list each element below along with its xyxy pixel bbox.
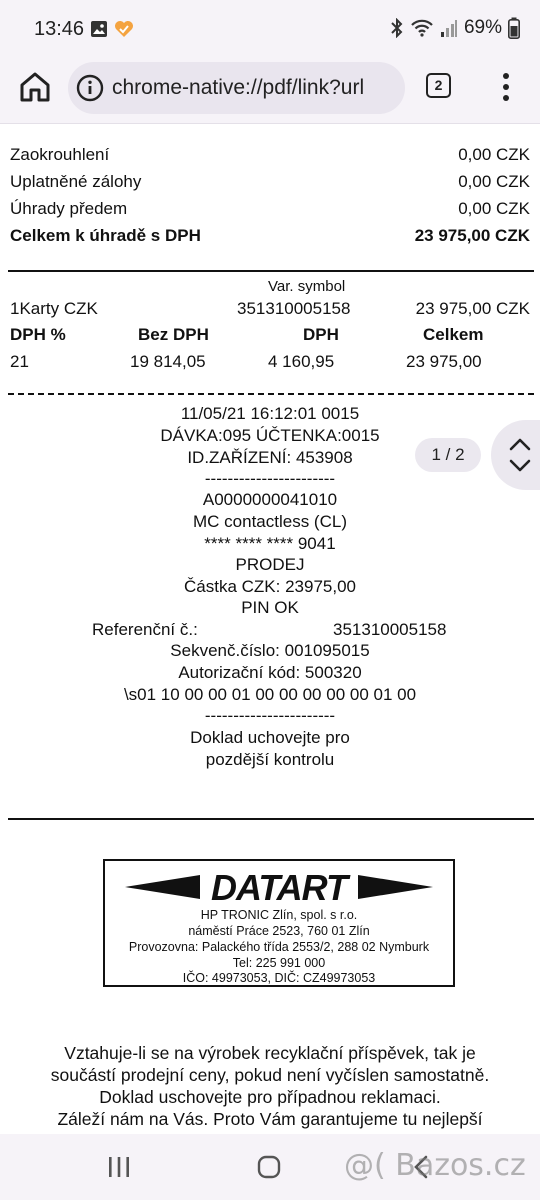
tab-switcher-button[interactable]: 2 (426, 73, 451, 98)
divider (8, 818, 534, 820)
terminal-amount: Částka CZK: 23975,00 (184, 577, 356, 596)
keep-note-2: pozdější kontrolu (205, 750, 335, 769)
bluetooth-icon (390, 18, 404, 38)
vat-header-percent: DPH % (10, 325, 66, 344)
status-right (390, 17, 520, 39)
terminal-card-type: MC contactless (CL) (193, 512, 347, 531)
footer-line: Vztahuje-li se na výrobek recyklační příspěvek, tak je (64, 1043, 476, 1063)
keep-note-1: Doklad uchovejte pro (190, 728, 350, 747)
terminal-aid: A0000000041010 (202, 490, 338, 509)
logo-ids: IČO: 49973053, DIČ: CZ49973053 (182, 971, 376, 985)
total-label: Úhrady předem (10, 199, 128, 218)
footer-line: součástí prodejní ceny, pokud není vyčíslen samostatně. (50, 1065, 490, 1085)
separator: ----------------------- (204, 706, 336, 725)
home-icon[interactable] (18, 70, 52, 104)
heart-app-icon (114, 20, 134, 38)
terminal-sequence: Sekvenč.číslo: 001095015 (170, 641, 370, 660)
grand-total-label: Celkem k úhradě s DPH (10, 226, 201, 245)
signal-icon (440, 18, 458, 38)
datart-logo (105, 863, 453, 909)
footer-line: Záleží nám na Vás. Proto Vám garantujeme tu nejlepší (57, 1109, 483, 1129)
total-value: 0,00 CZK (458, 172, 530, 191)
terminal-pin: PIN OK (241, 598, 299, 617)
logo-brand: DATART (211, 867, 347, 908)
vat-percent: 21 (10, 352, 29, 371)
terminal-card-number: **** **** **** 9041 (204, 534, 336, 553)
terminal-raw: \s01 10 00 00 01 00 00 00 00 00 01 00 (123, 685, 417, 704)
dashed-divider (8, 393, 534, 395)
battery-percent: 69% (463, 17, 502, 38)
payment-amount: 23 975,00 CZK (415, 299, 530, 318)
logo-company: HP TRONIC Zlín, spol. s r.o. (200, 908, 358, 922)
reference-label: Referenční č.: (92, 620, 198, 639)
var-symbol: 351310005158 (237, 299, 351, 318)
var-symbol-label: Var. symbol (268, 278, 346, 295)
datart-logo-box (103, 859, 455, 987)
overflow-menu-icon[interactable] (496, 70, 516, 104)
total-row (10, 171, 530, 193)
separator: ----------------------- (204, 469, 336, 488)
total-label: Zaokrouhlení (10, 145, 110, 164)
vat-header-total: Celkem (423, 325, 484, 344)
logo-branch: Provozovna: Palackého třída 2553/2, 288 02 Nymburk (128, 940, 430, 954)
vat-total: 23 975,00 (406, 352, 482, 371)
footer-line: Doklad uschovejte pro případnou reklamaci. (99, 1087, 441, 1107)
home-nav-icon[interactable] (256, 1154, 282, 1180)
page-indicator: 1 / 2 (415, 438, 481, 472)
status-bar (0, 0, 540, 60)
vat-base: 19 814,05 (130, 352, 206, 371)
terminal-auth-code: Autorizační kód: 500320 (178, 663, 362, 682)
vat-header-vat: DPH (303, 325, 339, 344)
notification-icons (90, 20, 134, 38)
wifi-icon (410, 18, 434, 38)
vat-amount: 4 160,95 (268, 352, 335, 371)
battery-icon (508, 17, 520, 39)
bazos-watermark: @( Bazos.cz (344, 1148, 526, 1183)
recent-apps-icon[interactable] (106, 1154, 132, 1180)
logo-address: náměstí Práce 2523, 760 01 Zlín (188, 924, 370, 938)
payment-method: 1Karty CZK (10, 299, 98, 318)
total-label: Uplatněné zálohy (10, 172, 142, 191)
grand-total-value: 23 975,00 CZK (414, 226, 530, 245)
total-row (10, 198, 530, 220)
pdf-viewer[interactable] (0, 124, 540, 1134)
grand-total-row (10, 225, 530, 247)
url-bar[interactable] (68, 62, 405, 114)
total-value: 0,00 CZK (458, 199, 530, 218)
reference-value: 351310005158 (333, 620, 447, 639)
scroll-arrows-icon (505, 435, 535, 475)
terminal-device-id: ID.ZAŘÍZENÍ: 453908 (187, 448, 353, 467)
divider (8, 270, 534, 272)
url-text[interactable]: chrome-native://pdf/link?url (112, 76, 365, 99)
status-time: 13:46 (34, 18, 85, 40)
terminal-datetime: 11/05/21 16:12:01 0015 (180, 404, 360, 423)
total-value: 0,00 CZK (458, 145, 530, 164)
total-row (10, 144, 530, 166)
info-icon[interactable] (76, 74, 104, 102)
terminal-transaction: PRODEJ (235, 555, 305, 574)
vat-header-base: Bez DPH (138, 325, 209, 344)
logo-phone: Tel: 225 991 000 (232, 956, 326, 970)
gallery-icon (90, 20, 108, 38)
browser-toolbar (0, 60, 540, 124)
terminal-batch: DÁVKA:095 ÚČTENKA:0015 (160, 426, 380, 445)
